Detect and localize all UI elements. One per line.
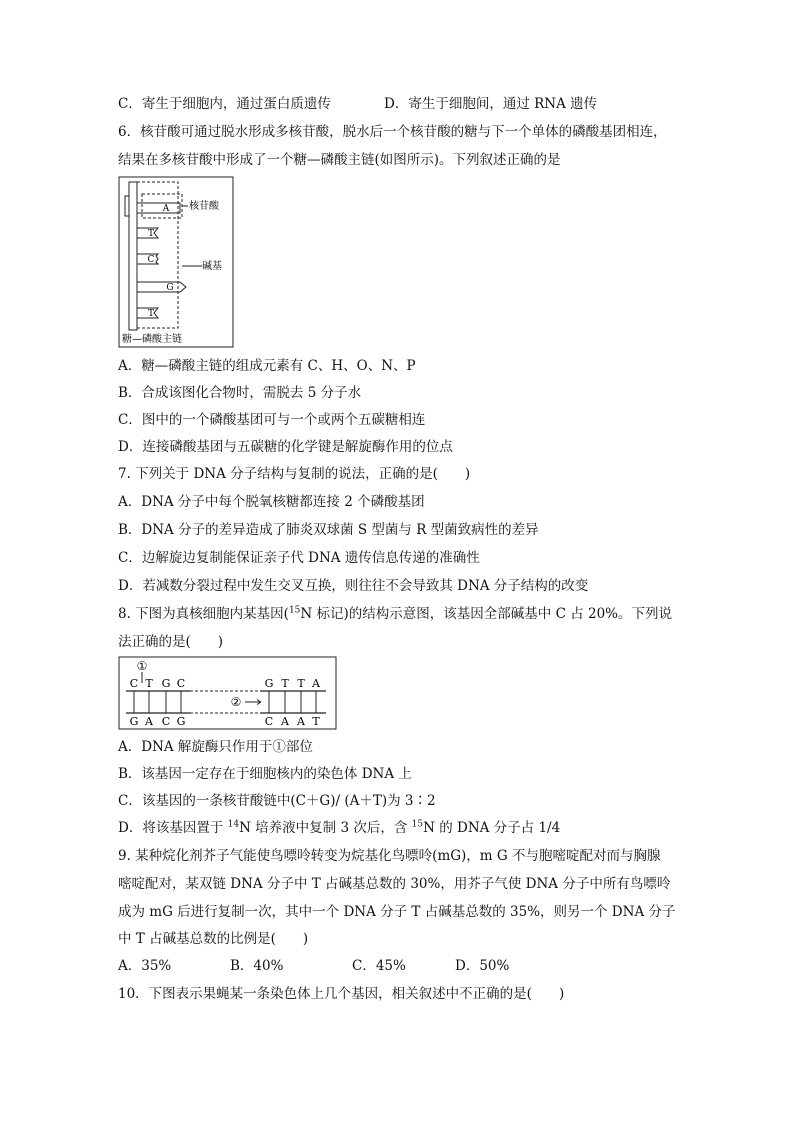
q7-option-b: B．DNA 分子的差异造成了肺炎双球菌 S 型菌与 R 型菌致病性的差异 [118,522,539,538]
q6-base-a-label: A [162,204,170,214]
q8-bottom-base-6: A [281,715,289,728]
q8-top-base-6: T [281,677,289,690]
q8-option-a: A．DNA 解旋酶只作用于①部位 [118,739,313,755]
q9-option-d: D．50% [455,958,510,974]
q6-stem-line2: 结果在多核苷酸中形成了一个糖—磷酸主链(如图所示)。下列叙述正确的是 [118,152,561,168]
q8-bottom-base-5: C [264,715,274,728]
q7-option-d: D．若减数分裂过程中发生交叉互换，则往往不会导致其 DNA 分子结构的改变 [118,578,589,594]
q8-bottom-base-7: A [297,715,305,728]
q6-stem-line1: 6．核苷酸可通过脱水形成多核苷酸，脱水后一个核苷酸的糖与下一个单体的磷酸基团相连， [118,124,667,140]
q8-option-c: C．该基因的一条核苷酸链中(C＋G)/ (A＋T)为 3∶2 [118,793,436,809]
q6-base-t2-label: T [147,309,155,319]
q6-label-base: 碱基 [202,261,222,272]
q8-bottom-base-2: A [145,715,153,728]
q5-option-c: C．寄生于细胞内，通过蛋白质遗传 [118,96,331,112]
q8-stem-line2: 法正确的是( ) [118,634,224,650]
q8-top-base-4: C [176,677,186,690]
q8-stem-isotope: 15 [288,605,301,616]
q8-top-base-8: A [312,677,320,690]
q8-marker-1: ① [136,659,148,673]
q8-top-base-1: C [129,677,139,690]
q8-bottom-base-8: T [312,715,320,728]
q6-figure-svg [118,176,234,348]
q9-options-row [118,956,510,976]
q9-stem-line1: 9. 某种烷化剂芥子气能使鸟嘌呤转变为烷基化鸟嘌呤(mG)，m G 不与胞嘧啶配对而与胸腺 [118,848,661,864]
q8-top-base-2: T [145,677,153,690]
q8-option-d-part2: N 培养液中复制 3 次后，含 [239,820,412,836]
q6-option-b: B．合成该图化合物时，需脱去 5 分子水 [118,385,362,401]
q9-stem-line4: 中 T 占碱基总数的比例是( ) [118,931,309,947]
q9-stem-line3: 成为 mG 后进行复制一次，其中一个 DNA 分子 T 占碱基总数的 35%，则另一个 DNA 分子 [118,904,676,920]
q6-figure [118,176,234,348]
q6-base-t1-label: T [147,229,155,239]
q8-bottom-base-3: C [161,715,171,728]
q8-stem-part1: 8. 下图为真核细胞内某基因( [118,606,289,622]
q7-stem: 7. 下列关于 DNA 分子结构与复制的说法，正确的是( ) [118,466,471,482]
q6-option-a: A．糖—磷酸主链的组成元素有 C、H、O、N、P [118,358,416,374]
q8-bottom-base-1: G [129,715,139,728]
q8-option-d [118,818,560,838]
q9-option-b: B．40% [230,958,284,974]
q5-options-row [118,94,598,114]
q6-label-backbone: 糖—磷酸主链 [122,334,182,345]
q8-marker-2: ② [230,695,242,709]
q6-option-d: D．连接磷酸基团与五碳糖的化学键是解旋酶作用的位点 [118,439,453,455]
q9-stem-line2: 嘧啶配对，某双链 DNA 分子中 T 占碱基总数的 30%，用芥子气使 DNA 分子中所有鸟嘌呤 [118,876,671,892]
q8-figure-svg [118,656,338,731]
q6-label-nucleotide: 核苷酸 [189,201,219,212]
q8-top-base-5: G [264,677,274,690]
q8-option-d-isotope2: 15 [411,819,424,830]
q8-option-d-part3: N 的 DNA 分子占 1/4 [423,820,561,836]
q9-option-a: A．35% [118,958,172,974]
q6-base-c-label: C [147,255,155,265]
q6-option-c: C．图中的一个磷酸基团可与一个或两个五碳糖相连 [118,412,426,428]
q8-stem-line1 [118,604,672,624]
q8-stem-part2: N 标记)的结构示意图，该基因全部碱基中 C 占 20%。下列说 [300,606,672,622]
q8-option-d-part1: D．将该基因置于 [118,820,228,836]
q8-option-b: B．该基因一定存在于细胞核内的染色体 DNA 上 [118,766,412,782]
q8-figure [118,656,338,731]
q9-option-c: C．45% [352,958,406,974]
q6-base-g-label: G [166,283,174,293]
q7-option-a: A．DNA 分子中每个脱氧核糖都连接 2 个磷酸基团 [118,494,425,510]
q7-option-c: C．边解旋边复制能保证亲子代 DNA 遗传信息传递的准确性 [118,550,480,566]
q8-top-base-3: G [161,677,171,690]
q10-stem: 10．下图表示果蝇某一条染色体上几个基因，相关叙述中不正确的是( ) [118,986,565,1002]
q8-option-d-isotope1: 14 [227,819,240,830]
q8-top-base-7: T [297,677,305,690]
q8-bottom-base-4: G [176,715,186,728]
q5-option-d: D．寄生于细胞间，通过 RNA 遗传 [384,96,598,112]
